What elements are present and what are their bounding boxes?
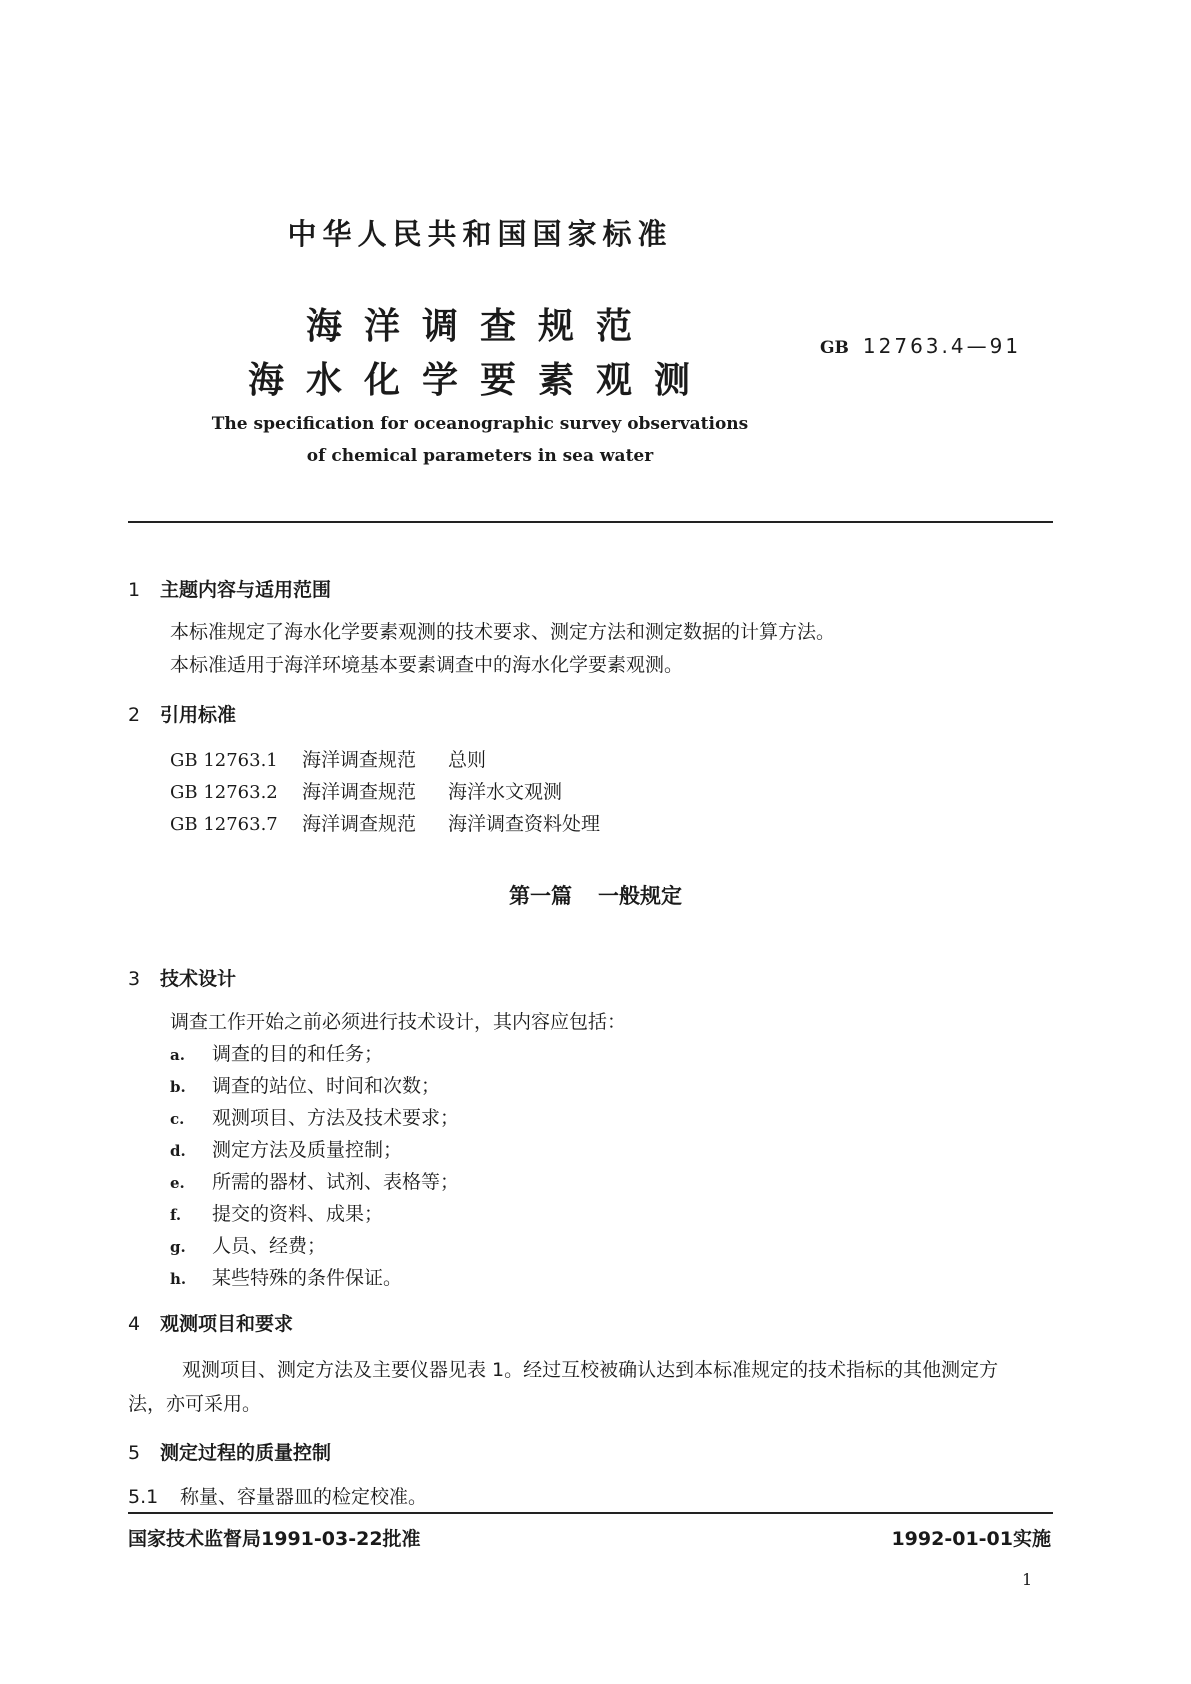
list-item-text: 人员、经费；	[212, 1235, 327, 1257]
list-item-letter: h.	[170, 1270, 187, 1288]
list-item-letter: f.	[170, 1206, 182, 1224]
list-item-letter: e.	[170, 1174, 185, 1192]
title-line-1: 海洋调查规范	[305, 306, 654, 347]
section-1-heading	[128, 575, 331, 602]
approval-text: 国家技术监督局1991-03-22批准	[128, 1528, 421, 1550]
reference-title: 海洋调查规范	[302, 813, 417, 835]
section-3-heading	[128, 964, 236, 991]
english-title-line-1: The specification for oceanographic survey observations	[211, 414, 749, 434]
section-4-para-line-1: 观测项目、测定方法及主要仪器见表 1。经过互校被确认达到本标准规定的技术指标的其他测定方	[182, 1359, 999, 1381]
list-item	[170, 1135, 402, 1162]
header-divider	[128, 521, 1053, 523]
page-number: 1	[1022, 1570, 1033, 1589]
section-1-number: 1	[128, 579, 141, 601]
section-2-heading	[128, 700, 236, 727]
section-1-para-2: 本标准适用于海洋环境基本要素调查中的海水化学要素观测。	[170, 654, 684, 676]
list-item-text: 测定方法及质量控制；	[212, 1139, 403, 1161]
section-2-title: 引用标准	[160, 704, 237, 726]
list-item	[170, 1263, 402, 1290]
reference-row	[170, 745, 486, 772]
list-item-letter: c.	[170, 1110, 185, 1128]
list-item	[170, 1039, 383, 1066]
list-item	[170, 1199, 383, 1226]
reference-code: GB 12763.7	[170, 814, 278, 835]
section-5-heading	[128, 1438, 331, 1465]
reference-row	[170, 809, 600, 836]
effective-date-text: 1992-01-01实施	[891, 1528, 1051, 1550]
subsection-5-1-text: 称量、容量器皿的检定校准。	[180, 1486, 428, 1508]
section-3-intro: 调查工作开始之前必须进行技术设计，其内容应包括：	[170, 1011, 627, 1033]
reference-row	[170, 777, 562, 804]
footer-divider	[128, 1512, 1053, 1514]
national-standard-heading: 中华人民共和国国家标准	[287, 217, 673, 251]
part-1-title: 一般规定	[598, 884, 682, 908]
list-item-text: 调查的站位、时间和次数；	[212, 1075, 441, 1097]
list-item-text: 提交的资料、成果；	[212, 1203, 384, 1225]
reference-subtitle: 海洋水文观测	[448, 781, 563, 803]
list-item	[170, 1167, 459, 1194]
reference-subtitle: 海洋调查资料处理	[448, 813, 601, 835]
subsection-5-1	[128, 1482, 427, 1509]
reference-title: 海洋调查规范	[302, 781, 417, 803]
english-title-line-2: of chemical parameters in sea water	[306, 446, 654, 466]
title-line-2: 海水化学要素观测	[247, 360, 712, 401]
standard-code-prefix: GB	[820, 338, 849, 358]
section-4-number: 4	[128, 1313, 141, 1335]
section-4-heading	[128, 1309, 293, 1336]
reference-code: GB 12763.2	[170, 782, 278, 803]
part-1-heading	[0, 880, 1191, 910]
list-item-letter: a.	[170, 1046, 185, 1064]
section-1-title: 主题内容与适用范围	[160, 579, 332, 601]
section-1-para-1: 本标准规定了海水化学要素观测的技术要求、测定方法和测定数据的计算方法。	[170, 621, 836, 643]
list-item-text: 所需的器材、试剂、表格等；	[212, 1171, 460, 1193]
list-item-text: 观测项目、方法及技术要求；	[212, 1107, 460, 1129]
standard-code	[820, 334, 1021, 358]
section-5-number: 5	[128, 1442, 141, 1464]
list-item	[170, 1071, 440, 1098]
section-3-number: 3	[128, 968, 141, 990]
list-item-letter: b.	[170, 1078, 186, 1096]
section-4-title: 观测项目和要求	[160, 1313, 294, 1335]
section-2-number: 2	[128, 704, 141, 726]
list-item	[170, 1103, 459, 1130]
section-4-para-line-2: 法，亦可采用。	[128, 1393, 262, 1415]
section-5-title: 测定过程的质量控制	[160, 1442, 332, 1464]
reference-code: GB 12763.1	[170, 750, 278, 771]
list-item-text: 某些特殊的条件保证。	[212, 1267, 403, 1289]
reference-title: 海洋调查规范	[302, 749, 417, 771]
list-item-text: 调查的目的和任务；	[212, 1043, 384, 1065]
subsection-5-1-number: 5.1	[128, 1486, 159, 1508]
list-item	[170, 1231, 326, 1258]
part-1-label: 第一篇	[509, 884, 572, 908]
list-item-letter: d.	[170, 1142, 186, 1160]
reference-subtitle: 总则	[448, 749, 487, 771]
standard-code-number: 12763.4—91	[862, 334, 1022, 358]
section-3-title: 技术设计	[160, 968, 237, 990]
list-item-letter: g.	[170, 1238, 186, 1256]
